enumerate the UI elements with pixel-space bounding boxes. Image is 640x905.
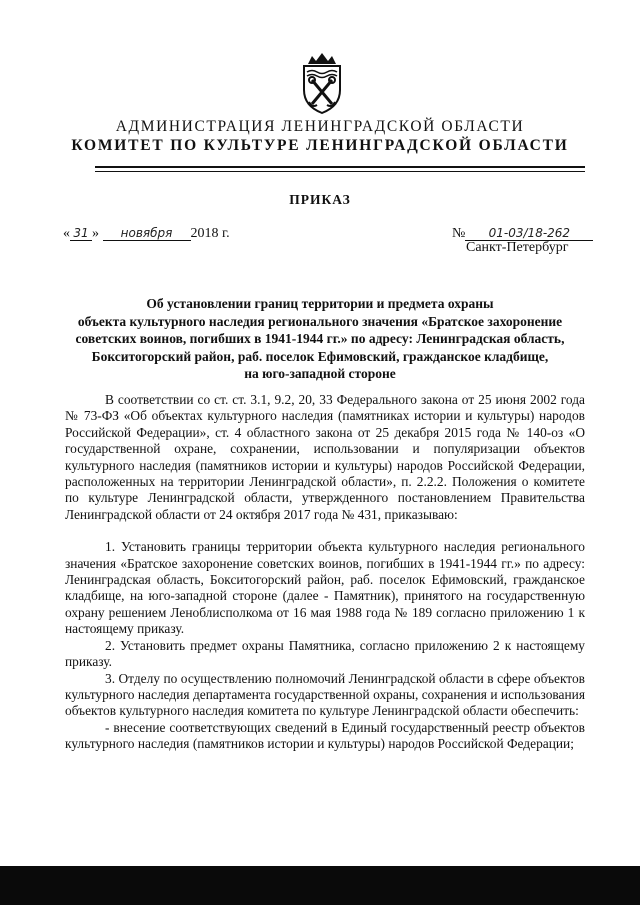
order-title xyxy=(50,295,590,383)
date-day: 31 xyxy=(70,226,92,241)
organization-name-line1: АДМИНИСТРАЦИЯ ЛЕНИНГРАДСКОЙ ОБЛАСТИ xyxy=(115,118,525,135)
title-line: объекта культурного наследия регионального значения «Братское захоронение xyxy=(77,313,563,329)
organization-name-line2: КОМИТЕТ ПО КУЛЬТУРЕ ЛЕНИНГРАДСКОЙ ОБЛАСТИ xyxy=(71,137,569,154)
title-line: Бокситогорский район, раб. поселок Ефимовский, гражданское кладбище, xyxy=(91,348,549,364)
order-heading: ПРИКАЗ xyxy=(289,192,351,207)
order-item-3-subitem-1: - внесение соответствующих сведений в Единый государственный реестр объектов культурного наследия (памятников истории и культуры) народов Российской Федерации; xyxy=(65,719,585,752)
number-prefix: № xyxy=(452,226,466,241)
order-item-1: 1. Установить границы территории объекта культурного наследия регионального значения «Братское захоронение советских воинов, погибших в 1941-1944 гг.» по адресу: Ленинградская область, Бокситогорский район, раб. поселок Ефимовский, гражданское кладбище, на юго-западной стороне (далее - Памятник), принятого на государственную охрану решением Леноблисполкома от 16 мая 1988 года № 189 согласно приложению 1 к настоящему приказу. xyxy=(65,539,585,637)
number-value: 01-03/18-262 xyxy=(465,226,593,241)
title-line: советских воинов, погибших в 1941-1944 гг.» по адресу: Ленинградская область, xyxy=(75,331,565,347)
header-rule-thin xyxy=(95,171,585,172)
coat-of-arms-emblem xyxy=(296,50,348,116)
order-city: Санкт-Петербург xyxy=(466,240,569,255)
date-open-quote: « xyxy=(63,226,70,241)
leningrad-oblast-coat-of-arms-icon xyxy=(296,50,348,116)
order-item-3: 3. Отделу по осуществлению полномочий Ленинградской области в сфере объектов культурного наследия департамента государственной охраны, сохранения и использования объектов культурного наследия комитета по культуре Ленинградской области обеспечить: xyxy=(65,670,585,719)
header-rule-thick xyxy=(95,166,585,168)
scan-bottom-edge xyxy=(0,866,640,905)
order-body xyxy=(65,392,585,753)
date-month: новября xyxy=(103,226,191,241)
order-date xyxy=(63,226,230,242)
title-line: Об установлении границ территории и предмета охраны xyxy=(146,296,494,311)
title-line: на юго-западной стороне xyxy=(244,366,396,382)
order-item-2: 2. Установить предмет охраны Памятника, согласно приложению 2 к настоящему приказу. xyxy=(65,637,585,670)
date-year: 2018 г. xyxy=(190,226,230,241)
preamble-paragraph: В соответствии со ст. ст. 3.1, 9.2, 20, 33 Федерального закона от 25 июня 2002 года № 73-ФЗ «Об объектах культурного наследия (памятниках истории и культуры) народов Российской Федерации», ст. 4 областного закона от 25 декабря 2015 года № 140-оз «О государственной охране, сохранении, использовании и популяризации объектов культурного наследия (памятников истории и культуры) народов Российской Федерации, расположенных на территории Ленинградской области», п. 2.2.2. Положения о комитете по культуре Ленинградской области, утвержденного постановлением Правительства Ленинградской области от 24 октября 2017 года № 431, приказываю: xyxy=(65,392,585,522)
date-close-quote: » xyxy=(92,226,99,241)
